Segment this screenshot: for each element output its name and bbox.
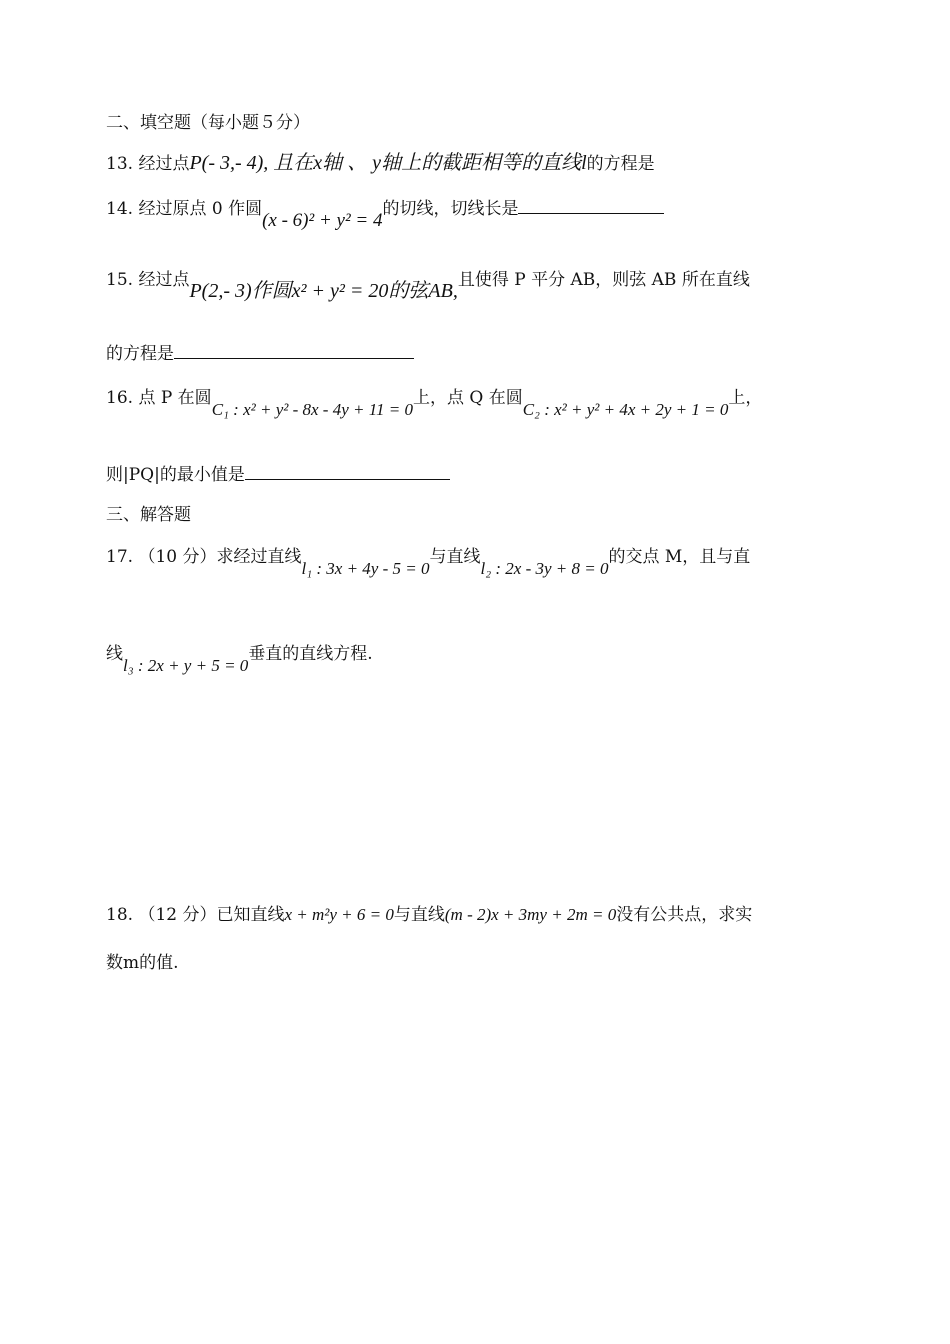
q16-end: 上， xyxy=(728,388,763,408)
q14-answer-blank[interactable] xyxy=(518,197,664,214)
q18-math1: x + m²y + 6 = 0 xyxy=(284,905,394,924)
q17-line2-prefix: 线 xyxy=(106,644,123,664)
question-14 xyxy=(106,197,664,231)
q16-math1: C₁ : x² + y² - 8x - 4y + 11 = 0 xyxy=(211,400,413,419)
question-17 xyxy=(106,546,751,578)
q16-line2: 则|PQ|的最小值是 xyxy=(106,465,245,485)
q17-mid: 与直线 xyxy=(429,547,481,567)
q14-suffix: 的切线，切线长是 xyxy=(382,199,519,219)
q13-math: P(- 3,- 4), 且在x轴 、 y轴上的截距相等的直线l xyxy=(189,152,587,174)
q17-line2-suffix: 垂直的直线方程. xyxy=(248,644,373,664)
q18-end: 没有公共点，求实 xyxy=(616,905,753,925)
q13-prefix: 13. 经过点 xyxy=(106,154,190,174)
question-18-line2 xyxy=(106,952,179,974)
question-16-line2 xyxy=(106,463,450,486)
q18-prefix: 18. （12 分）已知直线 xyxy=(106,905,285,925)
q15-prefix: 15. 经过点 xyxy=(106,270,190,290)
question-13 xyxy=(106,152,655,175)
q15-math: P(2,- 3)作圆x² + y² = 20的弦AB, xyxy=(189,280,458,302)
q18-math2: (m - 2)x + 3my + 2m = 0 xyxy=(444,905,617,924)
question-18 xyxy=(106,904,752,926)
question-17-line2 xyxy=(106,643,373,675)
section-heading-fill-blank: 二、填空题（每小题５分） xyxy=(106,113,310,133)
q14-math: (x - 6)² + y² = 4 xyxy=(262,210,383,231)
question-15-line2 xyxy=(106,342,414,365)
q17-math1: l₁ : 3x + 4y - 5 = 0 xyxy=(301,559,430,578)
q16-mid: 上，点 Q 在圆 xyxy=(412,388,523,408)
question-16 xyxy=(106,387,763,419)
q17-end: 的交点 M，且与直 xyxy=(608,547,751,567)
q16-math2: C₂ : x² + y² + 4x + 2y + 1 = 0 xyxy=(522,400,729,419)
q13-suffix: 的方程是 xyxy=(586,154,655,174)
q16-prefix: 16. 点 P 在圆 xyxy=(106,388,212,408)
q18-mid: 与直线 xyxy=(393,905,445,925)
question-15 xyxy=(106,268,750,302)
q17-math3: l₃ : 2x + y + 5 = 0 xyxy=(123,656,249,675)
q15-line2: 的方程是 xyxy=(106,344,174,364)
q18-line2: 数m的值. xyxy=(106,953,179,973)
q17-prefix: 17. （10 分）求经过直线 xyxy=(106,547,302,567)
q15-suffix: 且使得 P 平分 AB，则弦 AB 所在直线 xyxy=(457,270,750,290)
q14-prefix: 14. 经过原点 0 作圆 xyxy=(106,199,263,219)
q15-answer-blank[interactable] xyxy=(174,342,414,359)
q16-answer-blank[interactable] xyxy=(245,463,450,480)
section-heading-solutions: 三、解答题 xyxy=(106,505,191,525)
q17-math2: l₂ : 2x - 3y + 8 = 0 xyxy=(480,559,609,578)
